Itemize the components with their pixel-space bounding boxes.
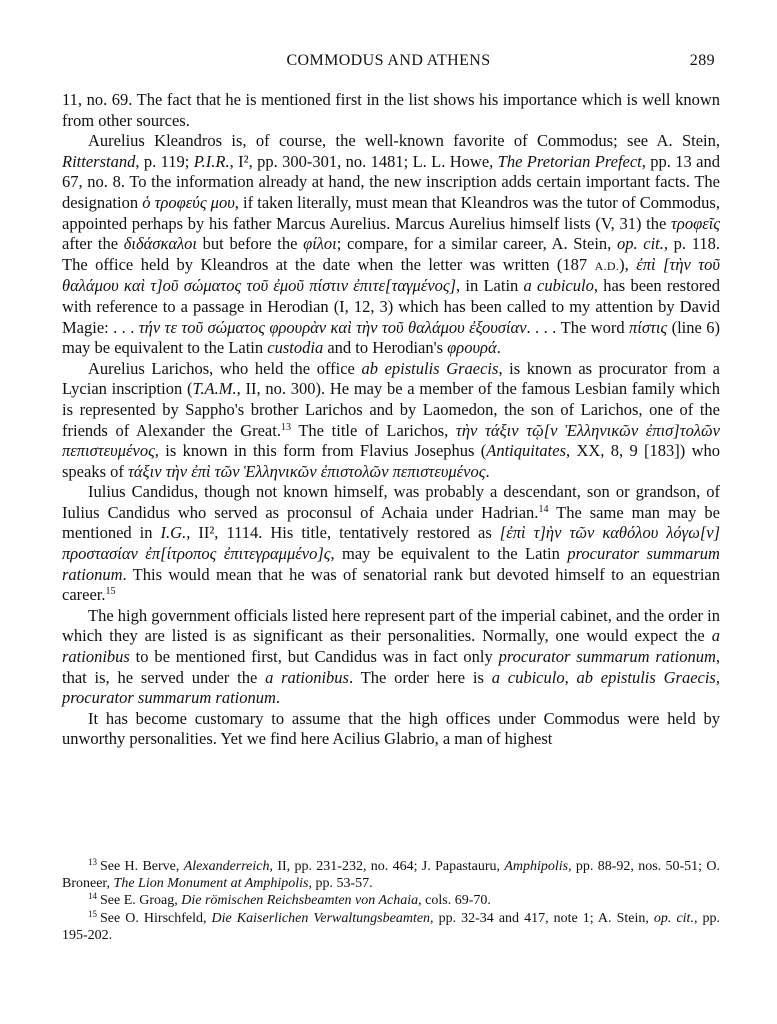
text-run: , pp. 53-57.: [308, 876, 373, 892]
greek-run: [ἐπὶ τ]ὴν τῶν καθόλου λόγω[ν] προστασίαν ἐπ[ίτροπος ἐπιτεγραμμένο]ς: [62, 523, 721, 564]
text-run: . This would mean that he was of senatorial rank but devoted himself to an equestrian career.: [62, 564, 720, 605]
text-run: , cols. 69-70.: [418, 893, 491, 909]
text-run: but before the: [197, 234, 304, 254]
running-title: COMMODUS AND ATHENS: [286, 52, 491, 69]
greek-run: ἐπὶ [τὴν τοῦ θαλάμου καὶ τ]οῦ σώματος τοῦ ἐμοῦ πίστιν ἐπιτε[ταγμένος]: [62, 254, 721, 296]
text-run: See O. Hirschfeld,: [100, 910, 212, 926]
small-caps-run: A.D.: [594, 258, 620, 273]
greek-run: τήν τε τοῦ σώματος φρουρὰν καὶ τὴν τοῦ θαλάμου ἐξουσίαν: [138, 317, 527, 337]
greek-run: τὴν τάξιν τῷ[ν Ἑλληνικῶν ἐπισ]τολῶν πεπιστευμένος: [62, 420, 720, 461]
footnote-14: [62, 892, 720, 909]
text-run: , pp. 32-34 and 417, note 1; A. Stein,: [430, 910, 654, 926]
text-run: , II, pp. 231-232, no. 464; J. Papastauru,: [269, 859, 505, 874]
italic-run: T.A.M.: [192, 379, 237, 399]
paragraph-larichos: [62, 359, 720, 483]
footnote-number: 13: [88, 857, 97, 867]
text-run: ; compare, for a similar career, A. Stein,: [336, 234, 617, 254]
paragraph-continuation: 11, no. 69. The fact that he is mentioned first in the list shows his importance which is well known from other sources.: [62, 90, 720, 130]
footnote-13: [62, 858, 720, 892]
italic-run: a cubiculo: [523, 276, 594, 296]
text-run: after the: [62, 234, 124, 254]
italic-run: Die römischen Reichsbeamten von Achaia: [181, 893, 419, 909]
text-run: , is known in this form from Flavius Josephus (: [154, 441, 487, 461]
italic-run: custodia: [267, 338, 324, 358]
text-run: , has been restored with reference to a passage in Herodian (I, 12, 3) which has been called to my attention by David Magie: . . .: [62, 276, 720, 337]
running-head: [62, 52, 715, 76]
text-run: . . . . The word: [526, 317, 630, 337]
text-run: , may be equivalent to the Latin: [330, 544, 568, 564]
text-run: , p. 118. The office held by Kleandros at the date when the letter was written (187: [62, 234, 720, 274]
italic-run: a rationibus: [62, 626, 720, 667]
text-run: . The order here is: [348, 667, 492, 687]
italic-run: Antiquitates: [486, 441, 567, 461]
italic-run: The Pretorian Prefect: [497, 151, 642, 171]
text-run: , pp. 88-92, nos. 50-51; O. Broneer,: [62, 859, 720, 892]
text-run: , pp. 195-202.: [62, 910, 720, 943]
text-run: See H. Berve,: [100, 859, 184, 874]
greek-run: φίλοι: [303, 234, 337, 254]
italic-run: a rationibus: [265, 667, 349, 687]
paragraph-offices: It has become customary to assume that the high offices under Commodus were held by unworthy personalities. Yet we find here Acilius Glabrio, a man of highest: [62, 708, 720, 749]
paragraph-kleandros: [62, 131, 720, 359]
text-run: , I², pp. 300-301, no. 1481; L. L. Howe,: [229, 151, 498, 171]
greek-run: φρουρά: [447, 338, 497, 358]
italic-run: ab epistulis Graecis: [361, 358, 499, 378]
italic-run: I.G.: [160, 523, 187, 543]
paragraph-cabinet: [62, 606, 720, 709]
italic-run: op. cit.: [616, 234, 664, 254]
text-run: .: [275, 688, 281, 708]
footnotes: [62, 858, 720, 944]
text-run: , that is, he served under the: [62, 647, 721, 687]
text-run: .: [496, 338, 501, 358]
text-run: and to Herodian's: [323, 338, 448, 358]
text-run: Aurelius Kleandros is, of course, the well-known favorite of Commodus; see A. Stein,: [88, 131, 720, 151]
page-number: 289: [689, 52, 715, 69]
greek-run: πίστις: [629, 317, 668, 337]
text-run: .: [485, 461, 490, 481]
footnote-reference[interactable]: 13: [280, 421, 291, 433]
text-run: The title of Larichos,: [290, 420, 456, 440]
footnote-reference[interactable]: 15: [105, 586, 116, 598]
text-run: , II, no. 300). He may be a member of the famous Lesbian family which is represented by Sappho's brother Larichos and by Laomedon, the son of Larichos, one of the friends of Alexander the Great.: [62, 379, 720, 440]
italic-run: Amphipolis: [504, 859, 569, 874]
text-run: , in Latin: [456, 276, 524, 296]
greek-run: τάξιν τὴν ἐπὶ τῶν Ἑλληνικῶν ἐπιστολῶν πεπιστευμένος: [127, 461, 486, 481]
italic-run: P.I.R.: [193, 151, 230, 171]
text-run: Aurelius Larichos, who held the office: [88, 358, 362, 378]
footnote-number: 15: [88, 908, 97, 919]
text-run: to be mentioned first, but Candidus was in fact only: [129, 647, 499, 667]
italic-run: a cubiculo, ab epistulis Graecis, procurator summarum rationum: [62, 667, 720, 708]
text-run: , II², 1114. His title, tentatively restored as: [186, 523, 500, 543]
footnote-number: 14: [88, 891, 97, 902]
text-run: Iulius Candidus, though not known himself, was probably a descendant, son or grandson, of Iulius Candidus who served as proconsul of Achaia under Hadrian.: [62, 482, 720, 522]
body-text: [62, 90, 720, 750]
text-run: (line 6) may be equivalent to the Latin: [62, 317, 720, 358]
greek-run: διδάσκαλοι: [123, 234, 198, 254]
paragraph-candidus: [62, 482, 720, 606]
text-run: , XX, 8, 9 [183]) who speaks of: [62, 441, 720, 481]
text-run: , pp. 13 and 67, no. 8. To the information already at hand, the new inscription adds certain important facts. The designation: [62, 151, 721, 212]
italic-run: procurator summarum rationum: [498, 647, 716, 667]
text-run: ),: [619, 254, 637, 274]
text-run: , is known as procurator from a Lycian inscription (: [62, 358, 721, 399]
greek-run: ὁ τροφεύς μου: [142, 192, 235, 212]
italic-run: Die Kaiserlichen Verwaltungsbeamten: [211, 910, 431, 926]
italic-run: The Lion Monument at Amphipolis: [113, 876, 309, 892]
text-run: , p. 119;: [135, 151, 194, 171]
footnote-reference[interactable]: 14: [538, 503, 549, 515]
italic-run: Ritterstand: [62, 151, 136, 171]
text-run: The high government officials listed here represent part of the imperial cabinet, and the order in which they are listed is as significant as their personalities. Normally, one would expect the: [62, 605, 720, 646]
text-run: , if taken literally, must mean that Kleandros was the tutor of Commodus, appointed perhaps by his father Marcus Aurelius. Marcus Aurelius himself lists (V, 31) the: [62, 192, 720, 233]
italic-run: Alexanderreich: [183, 859, 270, 874]
italic-run: op. cit.: [653, 910, 694, 926]
italic-run: procurator summarum rationum: [62, 544, 720, 584]
text-run: The same man may be mentioned in: [62, 502, 720, 543]
text-run: See E. Groag,: [100, 893, 182, 909]
greek-run: τροφεῖς: [671, 213, 720, 233]
footnote-15: [62, 910, 720, 944]
